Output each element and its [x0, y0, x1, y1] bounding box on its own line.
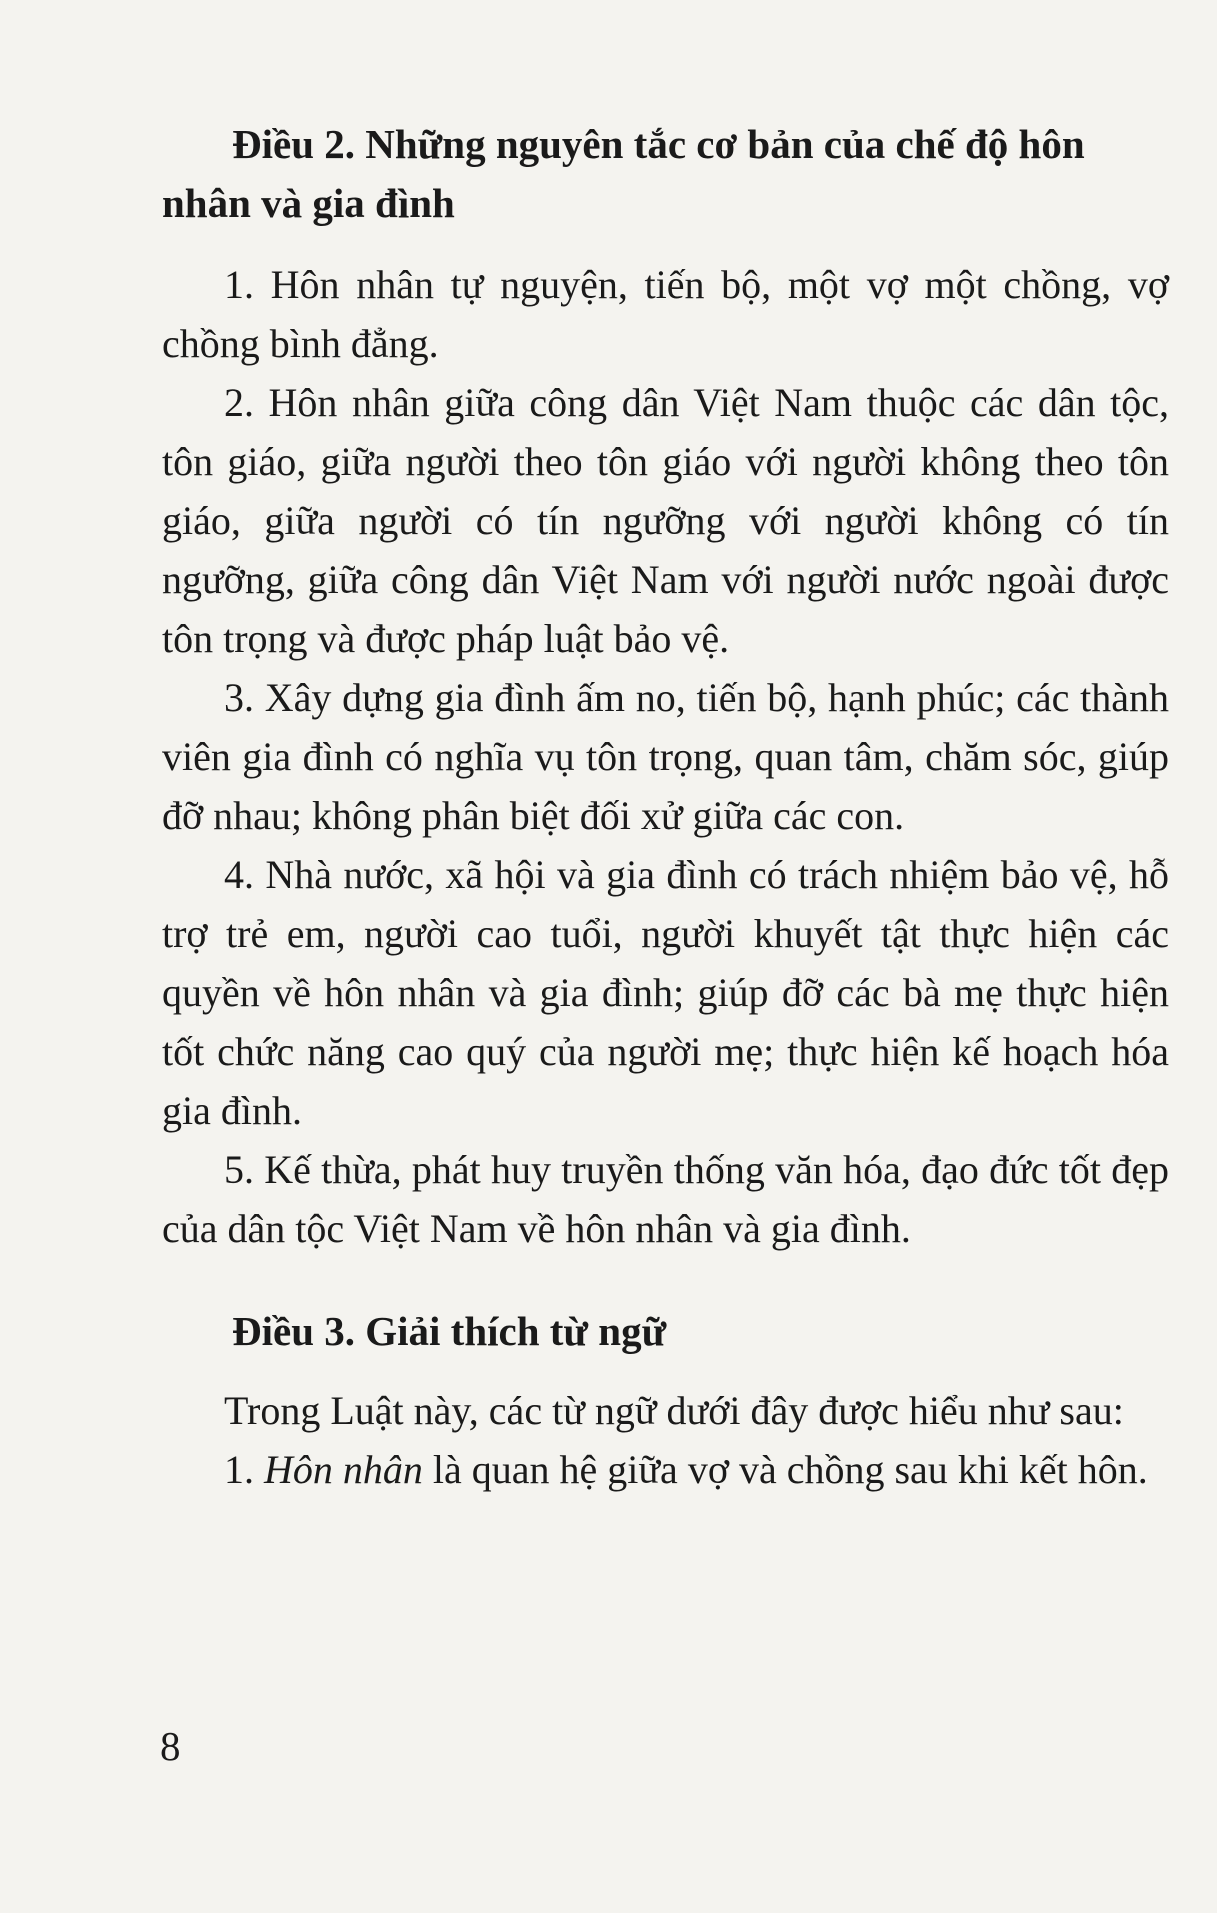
article-3-definition-1: [162, 1440, 1169, 1499]
article-3-intro: Trong Luật này, các từ ngữ dưới đây được hiểu như sau:: [224, 1388, 1124, 1433]
article-3-heading-text: Điều 3. Giải thích từ ngữ: [232, 1308, 667, 1354]
article-2-heading-text: Điều 2. Những nguyên tắc cơ bản của chế độ hôn nhân và gia đình: [162, 121, 1085, 226]
definition-term: Hôn nhân: [264, 1447, 423, 1492]
spacer: [162, 1258, 1169, 1302]
article-2-item-3: 3. Xây dựng gia đình ấm no, tiến bộ, hạnh phúc; các thành viên gia đình có nghĩa vụ tôn trọng, quan tâm, chăm sóc, giúp đỡ nhau; không phân biệt đối xử giữa các con.: [162, 675, 1169, 838]
article-2-item-2: 2. Hôn nhân giữa công dân Việt Nam thuộc các dân tộc, tôn giáo, giữa người theo tôn giáo với người không theo tôn giáo, giữa người có tín ngưỡng với người không có tín ngưỡng, giữa công dân Việt Nam với người nước ngoài được tôn trọng và được pháp luật bảo vệ.: [162, 380, 1169, 661]
page-number: 8: [160, 1723, 181, 1769]
article-3-heading: [162, 1302, 1169, 1361]
article-2-item-5: 5. Kế thừa, phát huy truyền thống văn hóa, đạo đức tốt đẹp của dân tộc Việt Nam về hôn nhân và gia đình.: [162, 1147, 1169, 1251]
definition-text: là quan hệ giữa vợ và chồng sau khi kết hôn.: [422, 1447, 1148, 1492]
spacer: [162, 233, 1169, 255]
article-2-heading: [162, 115, 1169, 233]
definition-number: 1.: [224, 1447, 264, 1492]
spacer: [162, 1361, 1169, 1381]
article-2-item-1: 1. Hôn nhân tự nguyện, tiến bộ, một vợ một chồng, vợ chồng bình đẳng.: [162, 262, 1169, 366]
article-2-item-4: 4. Nhà nước, xã hội và gia đình có trách nhiệm bảo vệ, hỗ trợ trẻ em, người cao tuổi, người khuyết tật thực hiện các quyền về hôn nhân và gia đình; giúp đỡ các bà mẹ thực hiện tốt chức năng cao quý của người mẹ; thực hiện kế hoạch hóa gia đình.: [162, 852, 1169, 1133]
